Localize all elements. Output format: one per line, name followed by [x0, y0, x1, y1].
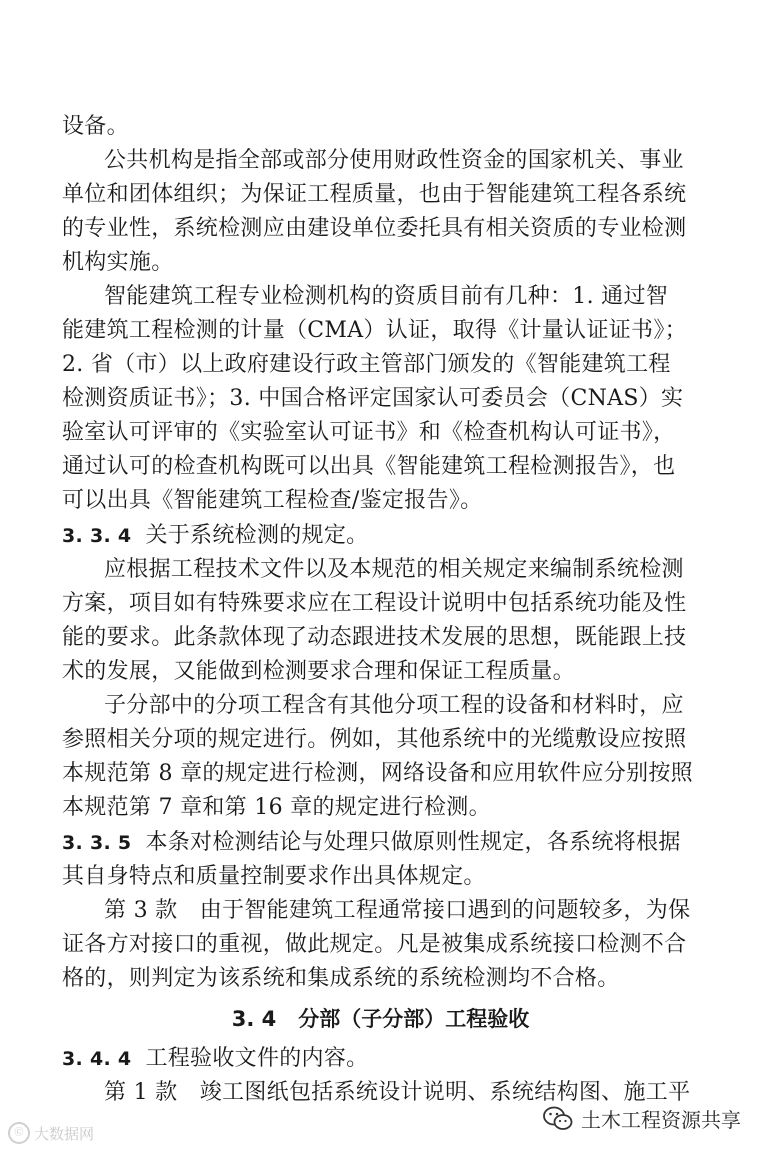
text-line: 能建筑工程检测的计量（CMA）认证，取得《计量认证证书》；	[62, 318, 687, 343]
text-line: 的专业性，系统检测应由建设单位委托具有相关资质的专业检测	[62, 216, 687, 241]
text-line: 子分部中的分项工程含有其他分项工程的设备和材料时，应	[104, 693, 684, 718]
text-line: 术的发展，又能做到检测要求合理和保证工程质量。	[62, 659, 575, 684]
text-line: 通过认可的检查机构既可以出具《智能建筑工程检测报告》，也	[62, 454, 676, 479]
text-line: 本规范第 8 章的规定进行检测，网络设备和应用软件应分别按照	[62, 761, 693, 786]
text-line: 机构实施。	[62, 250, 174, 275]
text-line: 验室认可评审的《实验室认可证书》和《检查机构认可证书》，	[62, 420, 676, 445]
text-line: 格的，则判定为该系统和集成系统的系统检测均不合格。	[62, 966, 620, 991]
text-line: 方案，项目如有特殊要求应在工程设计说明中包括系统功能及性	[62, 591, 687, 616]
heading-number: 3. 4	[231, 1007, 277, 1031]
text-line: 第 1 款 竣工图纸包括系统设计说明、系统结构图、施工平	[104, 1080, 691, 1105]
text-line: 第 3 款 由于智能建筑工程通常接口遇到的问题较多，为保	[104, 898, 691, 923]
watermark-logo-icon: Ⓒ	[8, 1122, 30, 1144]
watermark-right-text: 土木工程资源共享	[581, 1108, 741, 1132]
text-line: 参照相关分项的规定进行。例如，其他系统中的光缆敷设应按照	[62, 727, 687, 752]
clause-text: 本条对检测结论与处理只做原则性规定，各系统将根据	[145, 830, 681, 855]
section-heading	[0, 1004, 761, 1034]
text-line: 单位和团体组织；为保证工程质量，也由于智能建筑工程各系统	[62, 182, 687, 207]
text-line: 本规范第 7 章和第 16 章的规定进行检测。	[62, 795, 491, 820]
text-line: 证各方对接口的重视，做此规定。凡是被集成系统接口检测不合	[62, 932, 687, 957]
section-number: 3. 4. 4	[62, 1048, 132, 1070]
clause-title: 工程验收文件的内容。	[145, 1046, 369, 1071]
text-line: 公共机构是指全部或部分使用财政性资金的国家机关、事业	[104, 148, 684, 173]
clause-3-4-4	[62, 1044, 702, 1074]
clause-3-3-5	[62, 828, 702, 858]
text-line: 应根据工程技术文件以及本规范的相关规定来编制系统检测	[104, 557, 684, 582]
text-line: 检测资质证书》；3. 中国合格评定国家认可委员会（CNAS）实	[62, 386, 684, 411]
heading-title: 分部（子分部）工程验收	[298, 1007, 530, 1031]
section-number: 3. 3. 4	[62, 525, 132, 547]
watermark-right	[543, 1104, 741, 1133]
section-number: 3. 3. 5	[62, 832, 132, 854]
text-line: 其自身特点和质量控制要求作出具体规定。	[62, 864, 486, 889]
watermark-left-text: 大数据网	[34, 1124, 95, 1143]
text-line: 能的要求。此条款体现了动态跟进技术发展的思想，既能跟上技	[62, 625, 687, 650]
text-line: 智能建筑工程专业检测机构的资质目前有几种：1. 通过智	[104, 284, 669, 309]
clause-3-3-4	[62, 521, 702, 551]
text-line: 设备。	[62, 114, 129, 139]
text-line: 2. 省（市）以上政府建设行政主管部门颁发的《智能建筑工程	[62, 352, 671, 377]
wechat-icon	[543, 1106, 573, 1132]
text-line: 可以出具《智能建筑工程检查/鉴定报告》。	[62, 488, 483, 513]
watermark-left	[8, 1122, 94, 1144]
clause-title: 关于系统检测的规定。	[145, 523, 369, 548]
